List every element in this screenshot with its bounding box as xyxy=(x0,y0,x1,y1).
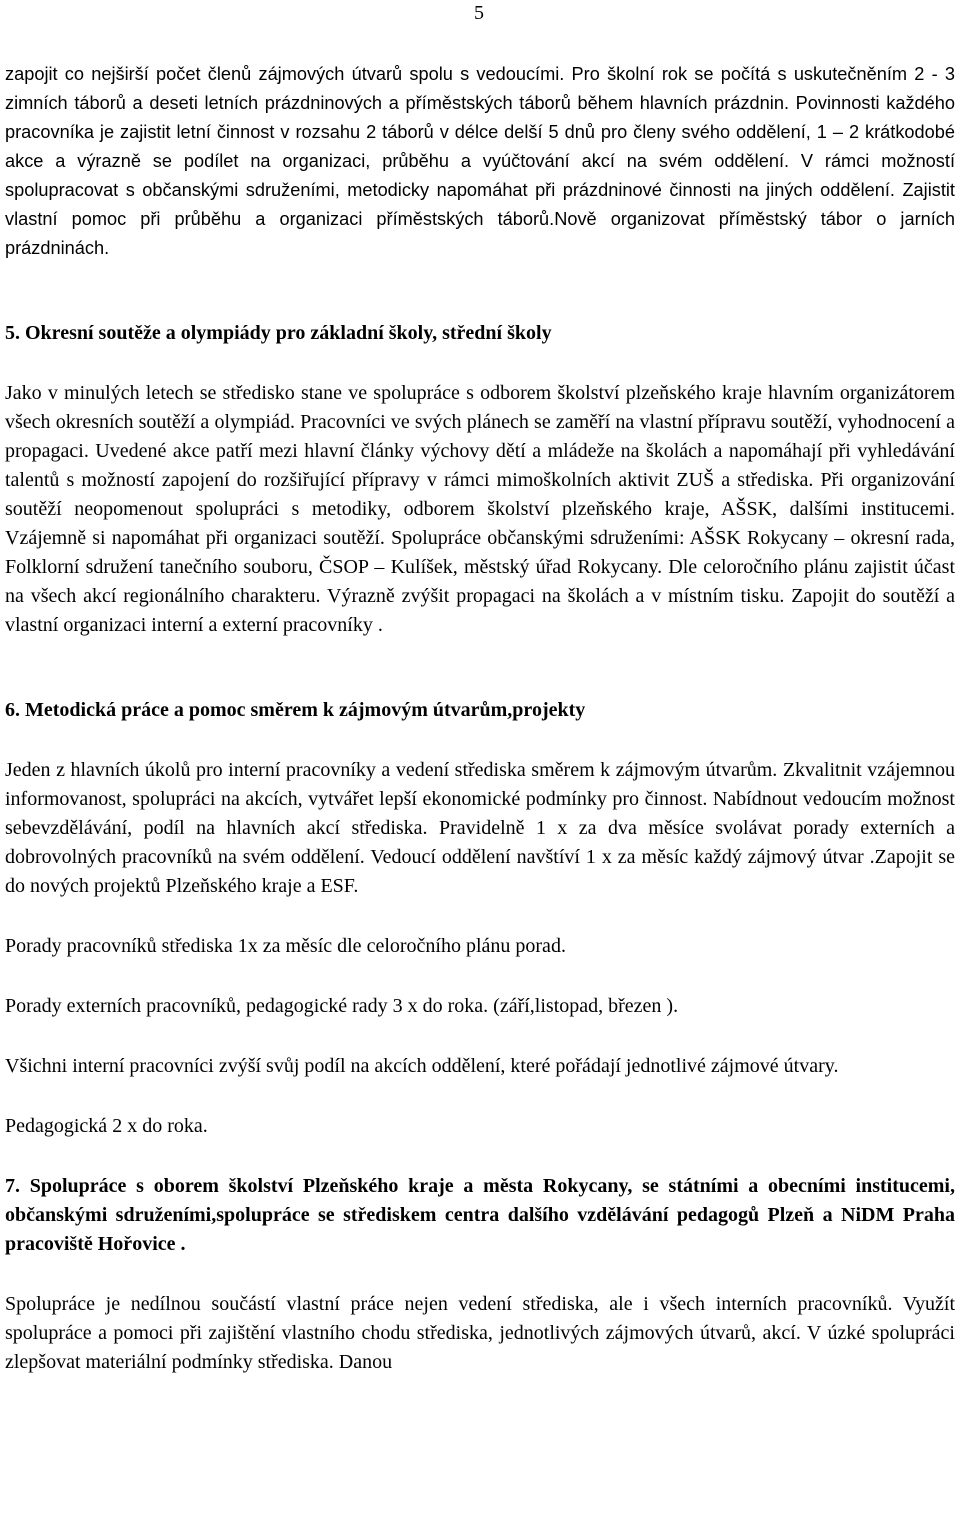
section-6-paragraph-5: Pedagogická 2 x do roka. xyxy=(5,1115,208,1137)
section-5-paragraph: Jako v minulých letech se středisko stane ve spolupráce s odborem školství plzeňského kraje hlavním organizátorem všech okresních soutěží a olympiád. Pracovníci ve svých plánech se zaměří na vlastní přípravu soutěží, vyhodnocení a propagaci. Uvedené akce patří mezi hlavní články výchovy dětí a mládeže na školách a napomáhají při vyhledávání talentů s možností zapojení do rozšiřující přípravy v rámci mimoškolních aktivit ZUŠ a střediska. Při organizování soutěží neopomenout spolupráci s metodiky, odborem školství plzeňského kraje, AŠSK, dalšími institucemi. Vzájemně si napomáhat při organizaci soutěží. Spolupráce občanskými sdruženími: AŠSK Rokycany – okresní rada, Folklorní sdružení tanečního souboru, ČSOP – Kulíšek, městský úřad Rokycany. Dle celoročního plánu zajistit účast na všech akcí regionálního charakteru. Výrazně zvýšit propagaci na školách a v místním tisku. Zapojit do soutěží a vlastní organizaci interní a externí pracovníky . xyxy=(5,382,955,636)
section-6-paragraph-2: Porady pracovníků střediska 1x za měsíc dle celoročního plánu porad. xyxy=(5,935,566,957)
document-body xyxy=(5,60,955,1377)
section-6-paragraph-4: Všichni interní pracovníci zvýší svůj podíl na akcích oddělení, které pořádají jednotlivé zájmové útvary. xyxy=(5,1055,839,1077)
page-number: 5 xyxy=(474,2,484,24)
section-6-paragraph-3: Porady externích pracovníků, pedagogické rady 3 x do roka. (září,listopad, březen ). xyxy=(5,995,679,1017)
intro-paragraph: zapojit co nejširší počet členů zájmových útvarů spolu s vedoucími. Pro školní rok se počítá s uskutečněním 2 - 3 zimních táborů a deseti letních prázdninových a příměstských táborů během hlavních prázdnin. Povinnosti každého pracovníka je zajistit letní činnost v rozsahu 2 táborů v délce delší 5 dnů pro členy svého oddělení, 1 – 2 krátkodobé akce a výrazně se podílet na organizaci, průběhu a vyúčtování akcí na svém oddělení. V rámci možností spolupracovat s občanskými sdruženími, metodicky napomáhat při prázdninové činnosti na jiných oddělení. Zajistit vlastní pomoc při průběhu a organizaci příměstských táborů.Nově organizovat příměstský tábor o jarních prázdninách. xyxy=(5,64,955,258)
section-6-paragraph-1: Jeden z hlavních úkolů pro interní pracovníky a vedení střediska směrem k zájmovým útvarům. Zkvalitnit vzájemnou informovanost, spolupráci na akcích, vytvářet lepší ekonomické podmínky pro činnost. Nabídnout vedoucím možnost sebevzdělávání, podíl na hlavních akcí střediska. Pravidelně 1 x za dva měsíce svolávat porady externích a dobrovolných pracovníků na svém oddělení. Vedoucí oddělení navštíví 1 x za měsíc každý zájmový útvar .Zapojit se do nových projektů Plzeňského kraje a ESF. xyxy=(5,759,955,897)
section-7-paragraph: Spolupráce je nedílnou součástí vlastní práce nejen vedení střediska, ale i všech interních pracovníků. Využít spolupráce a pomoci při zajištění vlastního chodu střediska, jednotlivých zájmových útvarů, akcí. V úzké spolupráci zlepšovat materiální podmínky střediska. Danou xyxy=(5,1293,955,1373)
section-5-heading: 5. Okresní soutěže a olympiády pro základní školy, střední školy xyxy=(5,322,552,344)
section-6-heading: 6. Metodická práce a pomoc směrem k zájmovým útvarům,projekty xyxy=(5,699,586,721)
section-7-heading: 7. Spolupráce s oborem školství Plzeňského kraje a města Rokycany, se státními a obecními institucemi, občanskými sdruženími,spolupráce se střediskem centra dalšího vzdělávání pedagogů Plzeň a NiDM Praha pracoviště Hořovice . xyxy=(5,1175,955,1255)
